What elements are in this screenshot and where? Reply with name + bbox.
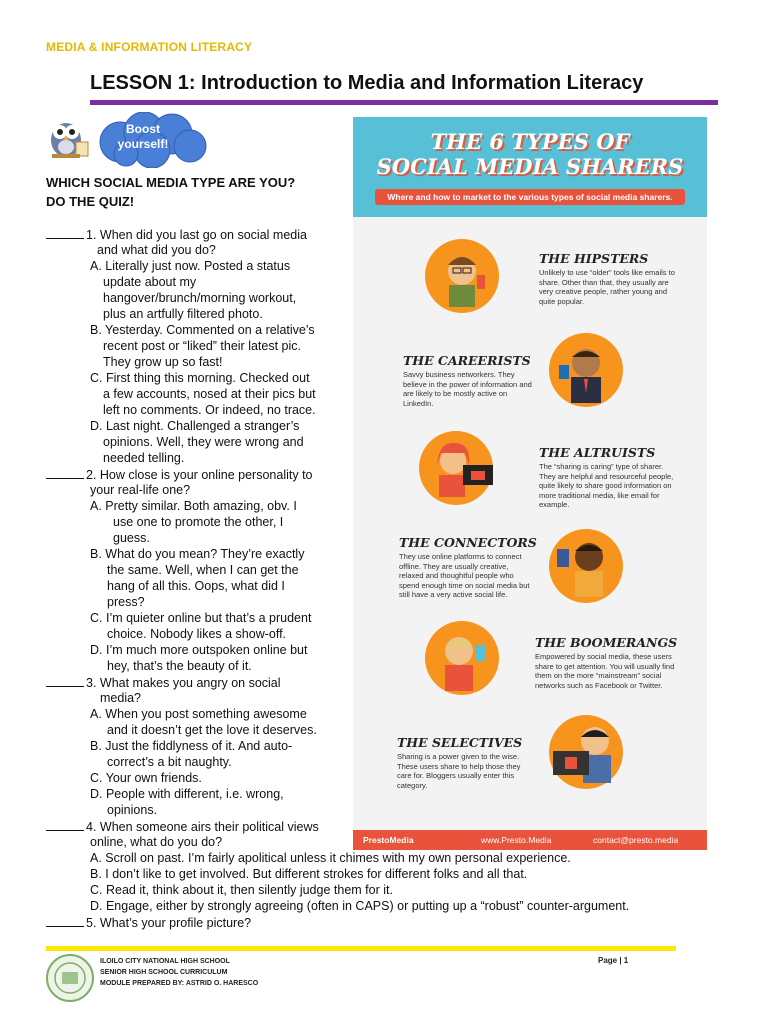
title-underline: [90, 100, 718, 105]
curriculum-name: SENIOR HIGH SCHOOL CURRICULUM: [100, 969, 228, 976]
quiz-question: [46, 466, 313, 483]
answer-blank[interactable]: [46, 674, 84, 687]
answer-blank[interactable]: [46, 226, 84, 239]
quiz-line: [107, 658, 252, 674]
quiz-line: [90, 418, 299, 434]
quiz-line-text: B. I don’t like to get involved. But different strokes for different folks and all that.: [90, 867, 528, 881]
quiz-line: [90, 786, 284, 802]
quiz-line-text: 3. What makes you angry on social: [86, 676, 281, 690]
infographic: [353, 117, 707, 850]
quiz-title-line: DO THE QUIZ!: [46, 194, 135, 209]
quiz-line-text: update about my: [103, 275, 197, 289]
quiz-line-text: the same. Well, when I can get the: [107, 563, 299, 577]
quiz-line: [90, 834, 222, 850]
school-seal-icon: [46, 954, 94, 1002]
quiz-line: [90, 866, 527, 882]
type-heading: THE CAREERISTS: [403, 353, 531, 368]
quiz-line: [90, 850, 571, 866]
quiz-line-text: hangover/brunch/morning workout,: [103, 291, 297, 305]
footer-info: [100, 956, 258, 989]
quiz-line-text: B. Yesterday. Commented on a relative’s: [90, 323, 315, 337]
quiz-line-text: online, what do you do?: [90, 835, 223, 849]
school-name: ILOILO CITY NATIONAL HIGH SCHOOL: [100, 958, 230, 965]
type-heading: THE BOOMERANGS: [535, 635, 678, 650]
presto-contact[interactable]: contact@presto.media: [593, 835, 679, 845]
quiz-line: [103, 306, 263, 322]
quiz-line: [103, 338, 301, 354]
quiz-line: [90, 482, 190, 498]
type-description: Sharing is a power given to the wise. These users share to help those they care for. Bloggers usually enter this category.: [397, 752, 521, 790]
connector-avatar-icon: [549, 529, 623, 603]
quiz-line: [100, 690, 141, 706]
quiz-line-text: 2. How close is your online personality to: [86, 468, 313, 482]
quiz-line-text: C. First thing this morning. Checked out: [90, 371, 310, 385]
infographic-title-line: THE 6 TYPES OF: [430, 129, 630, 154]
footer-bar: [46, 946, 676, 951]
quiz-line-text: 5. What’s your profile picture?: [86, 916, 252, 930]
quiz-line-text: guess.: [113, 531, 150, 545]
quiz-line: [90, 610, 311, 626]
type-description: Empowered by social media, these users share to get attention. You will usually find them on the more “mainstream” social networks such as Facebook or Twitter.: [535, 652, 675, 690]
presto-brand: PrestoMedia: [363, 835, 414, 845]
quiz-line-text: correct’s a bit naughty.: [107, 755, 232, 769]
quiz-line-text: your real-life one?: [90, 483, 191, 497]
infographic-subtitle: Where and how to market to the various types of social media sharers.: [375, 189, 685, 205]
infographic-header: [353, 117, 707, 217]
quiz-line: [90, 898, 629, 914]
quiz-line: [103, 354, 223, 370]
quiz-line: [107, 626, 286, 642]
quiz-line-text: D. Engage, either by strongly agreeing (often in CAPS) or putting up a “robust” counter-argument.: [90, 899, 630, 913]
page-number: Page | 1: [598, 956, 629, 965]
quiz-line: [90, 770, 202, 786]
quiz-line-text: D. People with different, i.e. wrong,: [90, 787, 284, 801]
quiz-line-text: and it doesn’t get the love it deserves.: [107, 723, 317, 737]
quiz-line-text: opinions. Well, they were wrong and: [103, 435, 304, 449]
type-heading: THE CONNECTORS: [399, 535, 537, 550]
quiz-line: [90, 882, 393, 898]
quiz-line-text: recent post or “liked” their latest pic.: [103, 339, 301, 353]
quiz-line-text: media?: [100, 691, 141, 705]
quiz-line-text: 4. When someone airs their political views: [86, 820, 319, 834]
quiz-line: [90, 322, 315, 338]
quiz-line-text: needed telling.: [103, 451, 185, 465]
quiz-line: [107, 722, 317, 738]
quiz-title: [46, 173, 346, 211]
quiz-line-text: They grow up so fast!: [103, 355, 223, 369]
quiz-line-text: use one to promote the other, I: [113, 515, 284, 529]
quiz-line: [107, 562, 299, 578]
quiz-line-text: opinions.: [107, 803, 158, 817]
quiz-line-text: D. I’m much more outspoken online but: [90, 643, 308, 657]
type-description: Savvy business networkers. They believe in the power of information and are likely to be mostly active on LinkedIn.: [403, 370, 532, 408]
answer-blank[interactable]: [46, 466, 84, 479]
quiz-line-text: A. When you post something awesome: [90, 707, 307, 721]
quiz-line: [90, 258, 290, 274]
boost-text: Boost yourself!: [117, 122, 169, 151]
quiz-line: [103, 386, 316, 402]
quiz-line-text: left no comments. Or indeed, no trace.: [103, 403, 316, 417]
infographic-title-line: SOCIAL MEDIA SHARERS: [376, 154, 684, 179]
answer-blank[interactable]: [46, 914, 84, 927]
quiz-line-text: D. Last night. Challenged a stranger’s: [90, 419, 300, 433]
quiz-line: [90, 738, 292, 754]
type-heading: THE ALTRUISTS: [539, 445, 656, 460]
quiz-line: [90, 498, 297, 514]
quiz-line-text: hey, that’s the beauty of it.: [107, 659, 252, 673]
subject-header: MEDIA & INFORMATION LITERACY: [46, 40, 253, 54]
type-description: Unlikely to use “older” tools like emails to share. Other than that, they usually are very creative people, rather young and quite popular.: [539, 268, 675, 306]
quiz-line: [103, 402, 316, 418]
quiz-line-text: A. Literally just now. Posted a status: [90, 259, 291, 273]
quiz-question: [46, 226, 307, 243]
boomerang-avatar-icon: [425, 621, 499, 695]
module-author: MODULE PREPARED BY: ASTRID O. HARESCO: [100, 980, 259, 987]
quiz-line-text: C. Your own friends.: [90, 771, 202, 785]
quiz-line-text: choice. Nobody likes a show-off.: [107, 627, 287, 641]
type-description: The “sharing is caring” type of sharer. They are helpful and resourceful people, quite likely to share good information on more traditional media, like email for example.: [539, 462, 674, 509]
type-description: They use online platforms to connect offline. They are usually creative, relaxed and thoughtful people who spend enough time on social media but still have a very active social life.: [399, 552, 530, 599]
quiz-line-text: a few accounts, nosed at their pics but: [103, 387, 316, 401]
altruist-avatar-icon: [419, 431, 493, 505]
quiz-line-text: press?: [107, 595, 145, 609]
quiz-title-line: WHICH SOCIAL MEDIA TYPE ARE YOU?: [46, 175, 296, 190]
quiz-line: [113, 530, 150, 546]
quiz-line: [107, 754, 232, 770]
quiz-line: [107, 578, 285, 594]
quiz-line-text: A. Pretty similar. Both amazing, obv. I: [90, 499, 297, 513]
quiz-line-text: C. Read it, think about it, then silently judge them for it.: [90, 883, 393, 897]
hipster-avatar-icon: [425, 239, 499, 313]
quiz-line: [90, 546, 304, 562]
quiz-question: [46, 674, 281, 691]
quiz-line-text: 1. When did you last go on social media: [86, 228, 307, 242]
quiz-line: [103, 450, 184, 466]
quiz-line-text: hang of all this. Oops, what did I: [107, 579, 285, 593]
infographic-title: [353, 129, 707, 179]
quiz-line-text: B. Just the fiddlyness of it. And auto-: [90, 739, 293, 753]
infographic-footer: [353, 830, 707, 850]
quiz-line-text: C. I’m quieter online but that’s a prudent: [90, 611, 312, 625]
quiz-line: [90, 642, 307, 658]
type-heading: THE HIPSTERS: [539, 251, 649, 266]
presto-site-link[interactable]: www.Presto.Media: [481, 835, 552, 845]
quiz-line: [90, 706, 307, 722]
owl-icon: [44, 114, 92, 160]
quiz-line: [103, 290, 296, 306]
answer-blank[interactable]: [46, 818, 84, 831]
quiz-line: [103, 274, 196, 290]
quiz-question: [46, 818, 319, 835]
lesson-title: LESSON 1: Introduction to Media and Information Literacy: [90, 72, 644, 94]
quiz-line-text: and what did you do?: [97, 243, 216, 257]
quiz-line: [103, 434, 304, 450]
quiz-line-text: B. What do you mean? They’re exactly: [90, 547, 305, 561]
quiz-line: [113, 514, 283, 530]
selective-avatar-icon: [549, 715, 623, 789]
quiz-line: [97, 242, 216, 258]
careerist-avatar-icon: [549, 333, 623, 407]
quiz-line: [107, 802, 157, 818]
type-heading: THE SELECTIVES: [397, 735, 523, 750]
quiz-line: [107, 594, 145, 610]
quiz-question: [46, 914, 251, 931]
quiz-line-text: A. Scroll on past. I’m fairly apolitical unless it chimes with my own personal experience.: [90, 851, 571, 865]
quiz-line: [90, 370, 310, 386]
quiz-line-text: plus an artfully filtered photo.: [103, 307, 263, 321]
